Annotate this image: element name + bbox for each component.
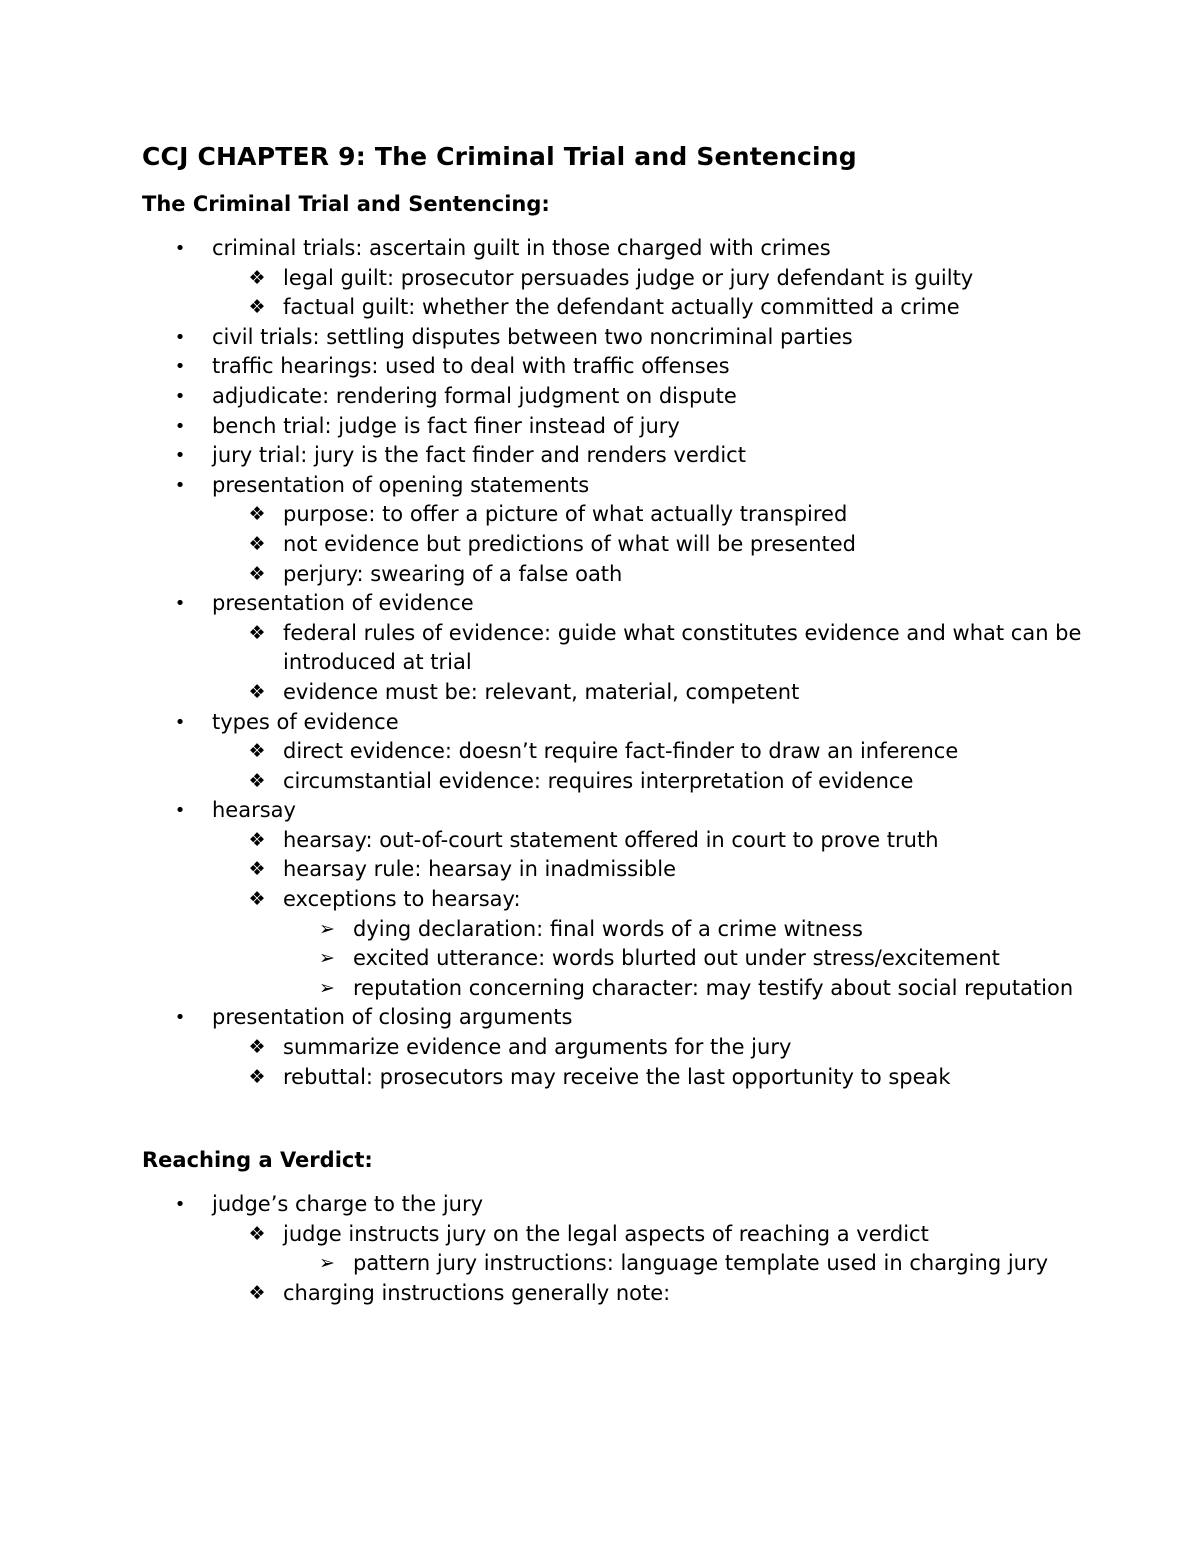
diamond-bullet-icon: ❖ <box>248 680 266 703</box>
list-item-text: hearsay rule: hearsay in inadmissible <box>283 857 676 882</box>
list-item <box>142 560 1102 590</box>
diamond-bullet-icon: ❖ <box>248 828 266 851</box>
list-item <box>142 1249 1102 1279</box>
list-item-text: hearsay: out-of-court statement offered in court to prove truth <box>283 827 939 852</box>
list-item <box>142 678 1102 708</box>
arrow-bullet-icon: ➢ <box>319 917 335 940</box>
section-heading-criminal-trial: The Criminal Trial and Sentencing: <box>142 192 550 216</box>
bullet-dot-icon: • <box>174 415 186 437</box>
list-item <box>142 500 1102 530</box>
list-item <box>142 530 1102 560</box>
list-item <box>142 1220 1102 1250</box>
bullet-dot-icon: • <box>174 800 186 822</box>
list-item-text: summarize evidence and arguments for the jury <box>283 1035 792 1060</box>
list-item-text: not evidence but predictions of what will be presented <box>283 531 857 556</box>
diamond-bullet-icon: ❖ <box>248 1282 266 1304</box>
list-item-text: jury trial: jury is the fact finder and renders verdict <box>212 443 746 468</box>
bullet-dot-icon: • <box>174 356 186 378</box>
bullet-dot-icon: • <box>174 238 186 259</box>
list-item-text: presentation of opening statements <box>212 472 590 497</box>
diamond-bullet-icon: ❖ <box>248 888 266 911</box>
diamond-bullet-icon: ❖ <box>248 1222 266 1245</box>
list-item <box>142 915 1102 945</box>
bullet-list-criminal-trial <box>142 234 1102 1092</box>
list-item-text: adjudicate: rendering formal judgment on dispute <box>212 383 737 408</box>
diamond-bullet-icon: ❖ <box>248 1065 266 1088</box>
list-item-text: purpose: to offer a picture of what actually transpired <box>283 502 848 527</box>
list-item <box>142 708 1102 738</box>
list-item-text: legal guilt: prosecutor persuades judge or jury defendant is guilty <box>283 265 974 290</box>
list-item-text: pattern jury instructions: language template used in charging jury <box>353 1251 1049 1276</box>
list-item-text: evidence must be: relevant, material, competent <box>283 679 800 704</box>
list-item-text: charging instructions generally note: <box>283 1281 671 1305</box>
list-item <box>142 737 1102 767</box>
bullet-dot-icon: • <box>174 326 186 348</box>
list-item <box>142 264 1102 294</box>
list-item-text: federal rules of evidence: guide what constitutes evidence and what can be introduced at trial <box>283 620 1082 675</box>
list-item <box>142 412 1102 442</box>
arrow-bullet-icon: ➢ <box>319 1252 335 1275</box>
list-item <box>142 974 1102 1004</box>
list-item <box>142 885 1102 915</box>
list-item <box>142 471 1102 501</box>
list-item-text: rebuttal: prosecutors may receive the last opportunity to speak <box>283 1064 951 1089</box>
list-item-text: judge instructs jury on the legal aspects of reaching a verdict <box>283 1221 929 1246</box>
list-item-text: exceptions to hearsay: <box>283 887 521 912</box>
bullet-dot-icon: • <box>174 385 186 407</box>
list-item <box>142 323 1102 353</box>
bullet-dot-icon: • <box>174 1194 186 1216</box>
list-item-text: types of evidence <box>212 709 399 734</box>
diamond-bullet-icon: ❖ <box>248 532 266 555</box>
bullet-dot-icon: • <box>174 1007 186 1029</box>
arrow-bullet-icon: ➢ <box>319 976 335 999</box>
list-item-text: civil trials: settling disputes between two noncriminal parties <box>212 324 853 349</box>
list-item-text: factual guilt: whether the defendant actually committed a crime <box>283 295 960 320</box>
list-item-text: dying declaration: final words of a crime witness <box>353 916 863 941</box>
list-item-text: excited utterance: words blurted out under stress/excitement <box>353 946 1000 971</box>
list-item-text: traffic hearings: used to deal with traffic offenses <box>212 354 730 379</box>
bullet-dot-icon: • <box>174 474 186 496</box>
document-page <box>142 138 1102 1309</box>
bullet-list-reaching-verdict <box>142 1190 1102 1308</box>
list-item <box>142 234 1102 264</box>
list-item <box>142 619 1102 678</box>
list-item <box>142 1033 1102 1063</box>
document-title: CCJ CHAPTER 9: The Criminal Trial and Sentencing <box>142 142 857 171</box>
list-item <box>142 767 1102 797</box>
section-heading-reaching-verdict: Reaching a Verdict: <box>142 1148 373 1173</box>
list-item <box>142 293 1102 323</box>
diamond-bullet-icon: ❖ <box>248 769 266 792</box>
list-item <box>142 826 1102 856</box>
list-item <box>142 1190 1102 1220</box>
list-item-text: circumstantial evidence: requires interpretation of evidence <box>283 768 914 793</box>
list-item <box>142 352 1102 382</box>
list-item-text: hearsay <box>212 798 296 823</box>
list-item-text: criminal trials: ascertain guilt in those charged with crimes <box>212 236 831 260</box>
diamond-bullet-icon: ❖ <box>248 296 266 319</box>
list-item <box>142 944 1102 974</box>
diamond-bullet-icon: ❖ <box>248 562 266 585</box>
bullet-dot-icon: • <box>174 593 186 615</box>
list-item <box>142 589 1102 619</box>
list-item-text: bench trial: judge is fact finer instead of jury <box>212 413 680 438</box>
diamond-bullet-icon: ❖ <box>248 1036 266 1059</box>
diamond-bullet-icon: ❖ <box>248 503 266 526</box>
list-item-text: perjury: swearing of a false oath <box>283 561 623 586</box>
list-item <box>142 1279 1102 1309</box>
list-item <box>142 796 1102 826</box>
bullet-dot-icon: • <box>174 445 186 467</box>
diamond-bullet-icon: ❖ <box>248 858 266 881</box>
list-item-text: presentation of closing arguments <box>212 1005 573 1030</box>
list-item-text: direct evidence: doesn’t require fact-finder to draw an inference <box>283 739 959 764</box>
list-item-text: reputation concerning character: may testify about social reputation <box>353 975 1074 1000</box>
diamond-bullet-icon: ❖ <box>248 621 266 644</box>
list-item <box>142 855 1102 885</box>
diamond-bullet-icon: ❖ <box>248 740 266 763</box>
diamond-bullet-icon: ❖ <box>248 266 266 289</box>
bullet-dot-icon: • <box>174 711 186 733</box>
list-item-text: judge’s charge to the jury <box>212 1192 484 1217</box>
list-item <box>142 441 1102 471</box>
list-item-text: presentation of evidence <box>212 591 474 616</box>
arrow-bullet-icon: ➢ <box>319 947 335 970</box>
list-item <box>142 382 1102 412</box>
list-item <box>142 1063 1102 1093</box>
list-item <box>142 1003 1102 1033</box>
